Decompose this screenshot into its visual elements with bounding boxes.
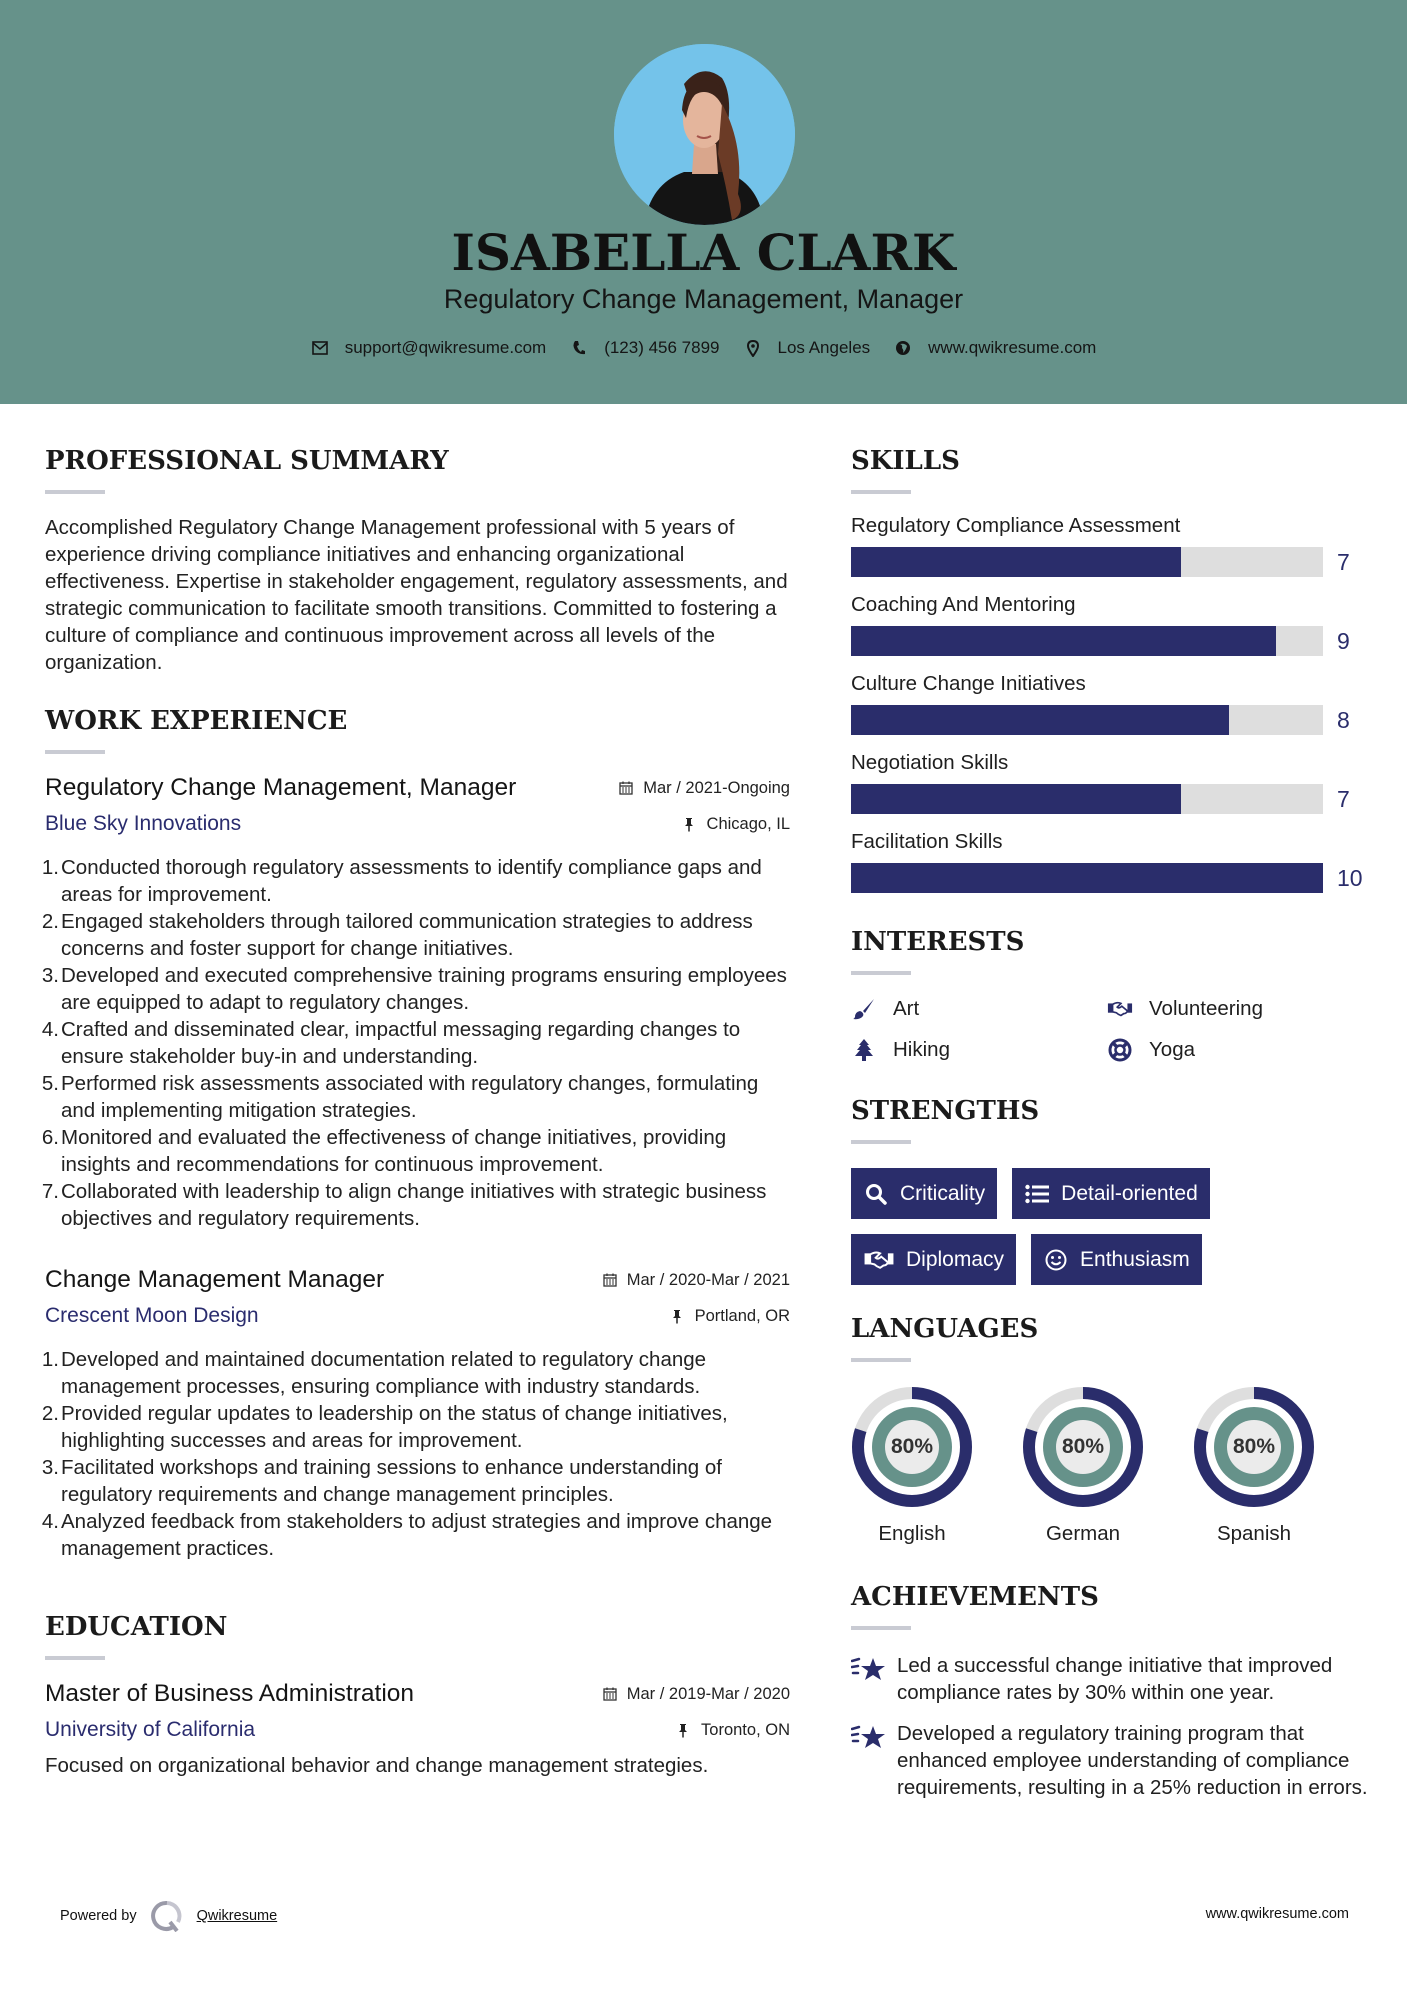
strengths-section (851, 1096, 1371, 1300)
skill-value: 9 (1337, 627, 1350, 654)
achievement-item (851, 1720, 1371, 1801)
map-marker-icon (744, 339, 762, 357)
interest-item: Yoga (1107, 1038, 1357, 1062)
skill-value: 8 (1337, 706, 1350, 733)
section-divider (45, 1656, 105, 1660)
contact-email[interactable] (311, 338, 547, 358)
smile-icon (1043, 1249, 1069, 1271)
education-location: Toronto, ON (677, 1721, 790, 1740)
job-date: Mar / 2021-Ongoing (619, 779, 790, 798)
language-label: German (1045, 1522, 1121, 1545)
skill-bar (851, 705, 1323, 735)
powered-by-label: Powered by (60, 1908, 137, 1924)
resume-header (0, 0, 1407, 404)
skill-label: Negotiation Skills (851, 751, 1009, 774)
interest-item: Art (851, 997, 1107, 1021)
person-photo-icon (614, 44, 795, 225)
language-label: Spanish (1216, 1522, 1292, 1545)
company-name: Blue Sky Innovations (45, 812, 242, 835)
interests-section (851, 927, 1371, 1062)
handshake-icon (1107, 997, 1133, 1021)
language-donut (851, 1386, 973, 1508)
skill-bar-fill (851, 547, 1181, 577)
language-percent: 80% (890, 1435, 934, 1458)
calendar-icon (603, 1687, 617, 1701)
section-title-achievements: ACHIEVEMENTS (851, 1582, 1099, 1612)
job-entry (41, 1266, 790, 1562)
achievements-section (851, 1582, 1371, 1801)
skill-item (851, 593, 1371, 656)
bullet-item: 1. Developed and maintained documentation related to regulatory change management processes, ensuring compliance with industry standards. (41, 1348, 707, 1398)
skill-value: 10 (1337, 864, 1363, 891)
shooting-star-icon (851, 1722, 887, 1752)
experience-section (41, 706, 790, 1562)
right-column (851, 404, 1371, 1801)
skill-label: Culture Change Initiatives (851, 672, 1086, 695)
language-donut (1022, 1386, 1144, 1508)
contact-website-text: www.qwikresume.com (928, 338, 1097, 357)
school-name: University of California (45, 1718, 256, 1741)
profile-photo (614, 44, 795, 225)
contact-phone-text: (123) 456 7899 (604, 338, 720, 357)
tree-icon (851, 1038, 877, 1062)
skill-value: 7 (1337, 785, 1350, 812)
search-icon (863, 1183, 889, 1205)
phone-icon (570, 339, 588, 357)
job-location: Chicago, IL (683, 815, 790, 834)
candidate-headline: Regulatory Change Management, Manager (443, 284, 964, 314)
skills-section (851, 446, 1371, 893)
shooting-star-icon (851, 1654, 887, 1684)
summary-section (45, 446, 790, 676)
bullet-item: 7. Collaborated with leadership to align change initiatives with strategic business objectives and regulatory requirements. (41, 1180, 767, 1230)
job-title: Change Management Manager (45, 1266, 385, 1293)
job-entry (41, 774, 790, 1232)
calendar-icon (619, 781, 633, 795)
life-ring-icon (1107, 1038, 1133, 1062)
section-divider (851, 490, 911, 494)
strength-chip: Detail-oriented (1012, 1168, 1210, 1219)
section-title-skills: SKILLS (851, 446, 960, 476)
language-item (851, 1386, 1022, 1546)
footer-website[interactable]: www.qwikresume.com (1205, 1906, 1349, 1922)
contact-location (744, 338, 871, 358)
bullet-item: 4. Crafted and disseminated clear, impactful messaging regarding changes to ensure stakeholder buy-in and understanding. (41, 1018, 741, 1068)
achievement-item (851, 1652, 1371, 1706)
left-column (41, 404, 790, 1779)
language-donut (1193, 1386, 1315, 1508)
section-title-strengths: STRENGTHS (851, 1096, 1040, 1126)
interest-item: Volunteering (1107, 997, 1357, 1021)
education-date: Mar / 2019-Mar / 2020 (603, 1685, 790, 1704)
education-description: Focused on organizational behavior and change management strategies. (45, 1754, 709, 1777)
globe-icon (894, 339, 912, 357)
contact-phone[interactable] (570, 338, 719, 358)
bullet-item: 2. Provided regular updates to leadership on the status of change initiatives, highlighting successes and areas for improvement. (41, 1402, 728, 1452)
skill-bar-fill (851, 863, 1323, 893)
list-icon (1024, 1183, 1050, 1205)
strength-chip: Diplomacy (851, 1234, 1016, 1285)
section-title-interests: INTERESTS (851, 927, 1025, 957)
skill-bar-fill (851, 705, 1229, 735)
calendar-icon (603, 1273, 617, 1287)
bullet-item: 2. Engaged stakeholders through tailored communication strategies to address concerns and foster support for change initiatives. (41, 910, 753, 960)
thumbtack-icon (683, 817, 697, 831)
summary-text: Accomplished Regulatory Change Management professional with 5 years of experience driving compliance initiatives and enhancing organizational effectiveness. Expertise in stakeholder engagement, regulatory assessments, and strategic communication to facilitate smooth transitions. Committed to fostering a culture of compliance and continuous improvement across all levels of the organization. (45, 516, 788, 674)
achievement-text: Developed a regulatory training program that enhanced employee understanding of compliance requirements, resulting in a 25% reduction in errors. (897, 1722, 1368, 1799)
education-entry (45, 1680, 790, 1779)
skill-bar-fill (851, 784, 1181, 814)
skill-item (851, 751, 1371, 814)
thumbtack-icon (677, 1723, 691, 1737)
achievement-text: Led a successful change initiative that improved compliance rates by 30% within one year. (897, 1654, 1333, 1704)
section-divider (851, 1358, 911, 1362)
section-divider (851, 1626, 911, 1630)
education-section (45, 1612, 790, 1779)
job-bullets (41, 1346, 790, 1562)
language-percent: 80% (1232, 1435, 1276, 1458)
skill-item (851, 830, 1371, 893)
handshake-icon (863, 1249, 895, 1271)
languages-section (851, 1314, 1371, 1546)
contact-website[interactable] (894, 338, 1096, 358)
section-title-languages: LANGUAGES (851, 1314, 1039, 1344)
job-date: Mar / 2020-Mar / 2021 (603, 1271, 790, 1290)
bullet-item: 4. Analyzed feedback from stakeholders to adjust strategies and improve change management practices. (41, 1510, 773, 1560)
skill-bar-fill (851, 626, 1276, 656)
section-title-summary: PROFESSIONAL SUMMARY (45, 446, 449, 476)
skill-item (851, 672, 1371, 735)
section-title-education: EDUCATION (45, 1612, 228, 1642)
language-label: English (878, 1522, 946, 1545)
qwikresume-logo-icon (151, 1900, 183, 1932)
contact-bar (0, 338, 1407, 358)
bullet-item: 6. Monitored and evaluated the effectiveness of change initiatives, providing insights and recommendations for continuous improvement. (41, 1126, 727, 1176)
degree-title: Master of Business Administration (45, 1680, 415, 1707)
language-item (1193, 1386, 1364, 1546)
section-divider (851, 1140, 911, 1144)
bullet-item: 1. Conducted thorough regulatory assessments to identify compliance gaps and areas for improvement. (41, 856, 762, 906)
strength-chip: Enthusiasm (1031, 1234, 1202, 1285)
interest-item: Hiking (851, 1038, 1107, 1062)
language-item (1022, 1386, 1193, 1546)
section-divider (45, 750, 105, 754)
candidate-name: ISABELLA CLARK (451, 223, 956, 282)
skill-bar (851, 863, 1323, 893)
job-location: Portland, OR (671, 1307, 790, 1326)
envelope-icon (311, 339, 329, 357)
contact-location-text: Los Angeles (777, 338, 871, 357)
section-title-experience: WORK EXPERIENCE (45, 706, 348, 736)
language-percent: 80% (1061, 1435, 1105, 1458)
strength-chip: Criticality (851, 1168, 997, 1219)
job-bullets (41, 854, 790, 1232)
bullet-item: 3. Developed and executed comprehensive training programs ensuring employees are equipped to adapt to regulatory changes. (41, 964, 787, 1014)
footer-powered-by (60, 1900, 277, 1932)
job-title: Regulatory Change Management, Manager (45, 774, 517, 801)
bullet-item: 5. Performed risk assessments associated with regulatory changes, formulating and implementing mitigation strategies. (41, 1072, 759, 1122)
skill-bar (851, 547, 1323, 577)
skill-label: Coaching And Mentoring (851, 593, 1076, 616)
skill-bar (851, 626, 1323, 656)
qwikresume-link[interactable]: Qwikresume (196, 1908, 278, 1924)
section-divider (851, 971, 911, 975)
skill-label: Facilitation Skills (851, 830, 1003, 853)
skill-bar (851, 784, 1323, 814)
company-name: Crescent Moon Design (45, 1304, 259, 1327)
skill-label: Regulatory Compliance Assessment (851, 514, 1181, 537)
paintbrush-icon (851, 997, 877, 1021)
contact-email-text: support@qwikresume.com (344, 338, 547, 357)
skill-item (851, 514, 1371, 577)
section-divider (45, 490, 105, 494)
skill-value: 7 (1337, 548, 1350, 575)
thumbtack-icon (671, 1309, 685, 1323)
bullet-item: 3. Facilitated workshops and training sessions to enhance understanding of regulatory requirements and change management principles. (41, 1456, 722, 1506)
